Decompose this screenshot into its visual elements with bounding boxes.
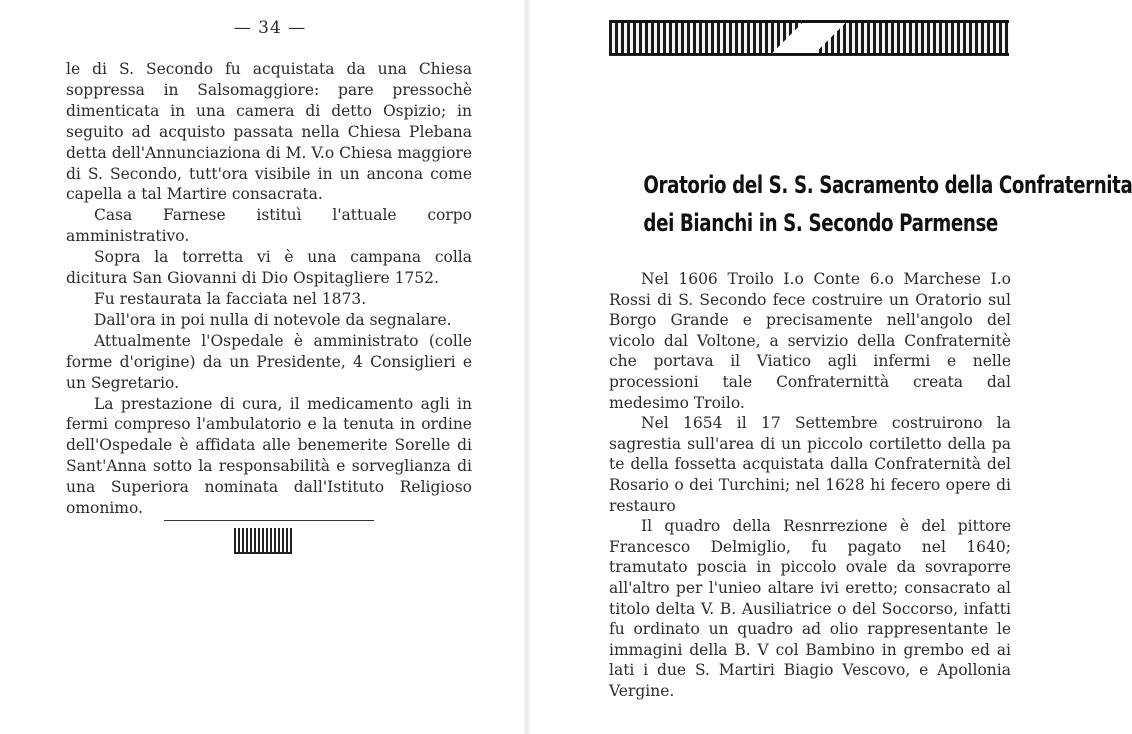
heading-line-2: dei Bianchi in S. Secondo Parmense	[643, 209, 998, 237]
page-number: — 34 —	[233, 18, 307, 38]
paragraph: Sopra la torretta vi è una campana colla dicitura San Giovanni di Dio Ospitagliere 1752.	[66, 248, 472, 288]
paragraph: Casa Farnese istituì l'attuale corpo amministrativo.	[66, 206, 472, 246]
decorative-header-band	[609, 20, 1009, 56]
paragraph: Nel 1654 il 17 Settembre costruirono la sagrestia sull'area di un piccolo cortiletto della pa te della fossetta acquistata dalla Confraternità del Rosario o dei Turchini; nel 1628 hi fecero opere di restauro	[609, 414, 1011, 515]
left-page-body	[66, 59, 472, 519]
right-page	[527, 0, 1132, 734]
left-page	[0, 0, 527, 734]
paragraph: La prestazione di cura, il medicamento agli in fermi compreso l'ambulatorio e la tenuta in ordine dell'Ospedale è affidata alle benemerite Sorelle di Sant'Anna sotto la responsabilità e sorveglianza di una Superiora nominata dall'Istituto Religioso omonimo.	[66, 394, 472, 518]
paragraph: Dall'ora in poi nulla di notevole da segnalare.	[94, 310, 452, 329]
paragraph: Nel 1606 Troilo I.o Conte 6.o Marchese I.o Rossi di S. Secondo fece costruire un Oratorio sul Borgo Grande e precisamente nell'angolo del vicolo dal Voltone, a servizio della Confraternitè che portava il Viatico agli infermi e nelle processioni tale Confraternittà creata dal medesimo Troilo.	[609, 270, 1011, 412]
heading-line-1: Oratorio del S. S. Sacramento della Confraternita	[643, 171, 1132, 199]
decorative-vignette	[234, 528, 292, 554]
header-rule	[609, 55, 1009, 56]
paragraph: Fu restaurata la facciata nel 1873.	[94, 289, 367, 308]
paragraph: Attualmente l'Ospedale è amministrato (colle forme d'origine) da un Presidente, 4 Consiglieri e un Segretario.	[66, 331, 472, 392]
chapter-heading	[643, 166, 1132, 242]
section-end-rule	[164, 520, 374, 521]
paragraph: Il quadro della Resnrrezione è del pittore Francesco Delmiglio, fu pagato nel 1640; tramutato poscia in piccolo ovale da sovraporre all'altro per l'unieo altare ivi eretto; consacrato al titolo delta V. B. Ausiliatrice o del Soccorso, infatti fu ordinato un quadro ad olio rappresentante le immagini della B. V col Bambino in grembo ed ai lati i due S. Martiri Biagio Vescovo, e Apollonia Vergine.	[609, 517, 1011, 700]
paragraph: le di S. Secondo fu acquistata da una Chiesa soppressa in Salsomaggiore: pare pressochè dimenticata in una camera di detto Ospizio; in seguito ad acquisto passata nella Chiesa Plebana detta dell'Annunciaziona di M. V.o Chiesa maggiore di S. Secondo, tutt'ora visibile in un ancona come capella a tal Martire consacrata.	[66, 60, 472, 204]
right-page-body	[609, 269, 1011, 701]
